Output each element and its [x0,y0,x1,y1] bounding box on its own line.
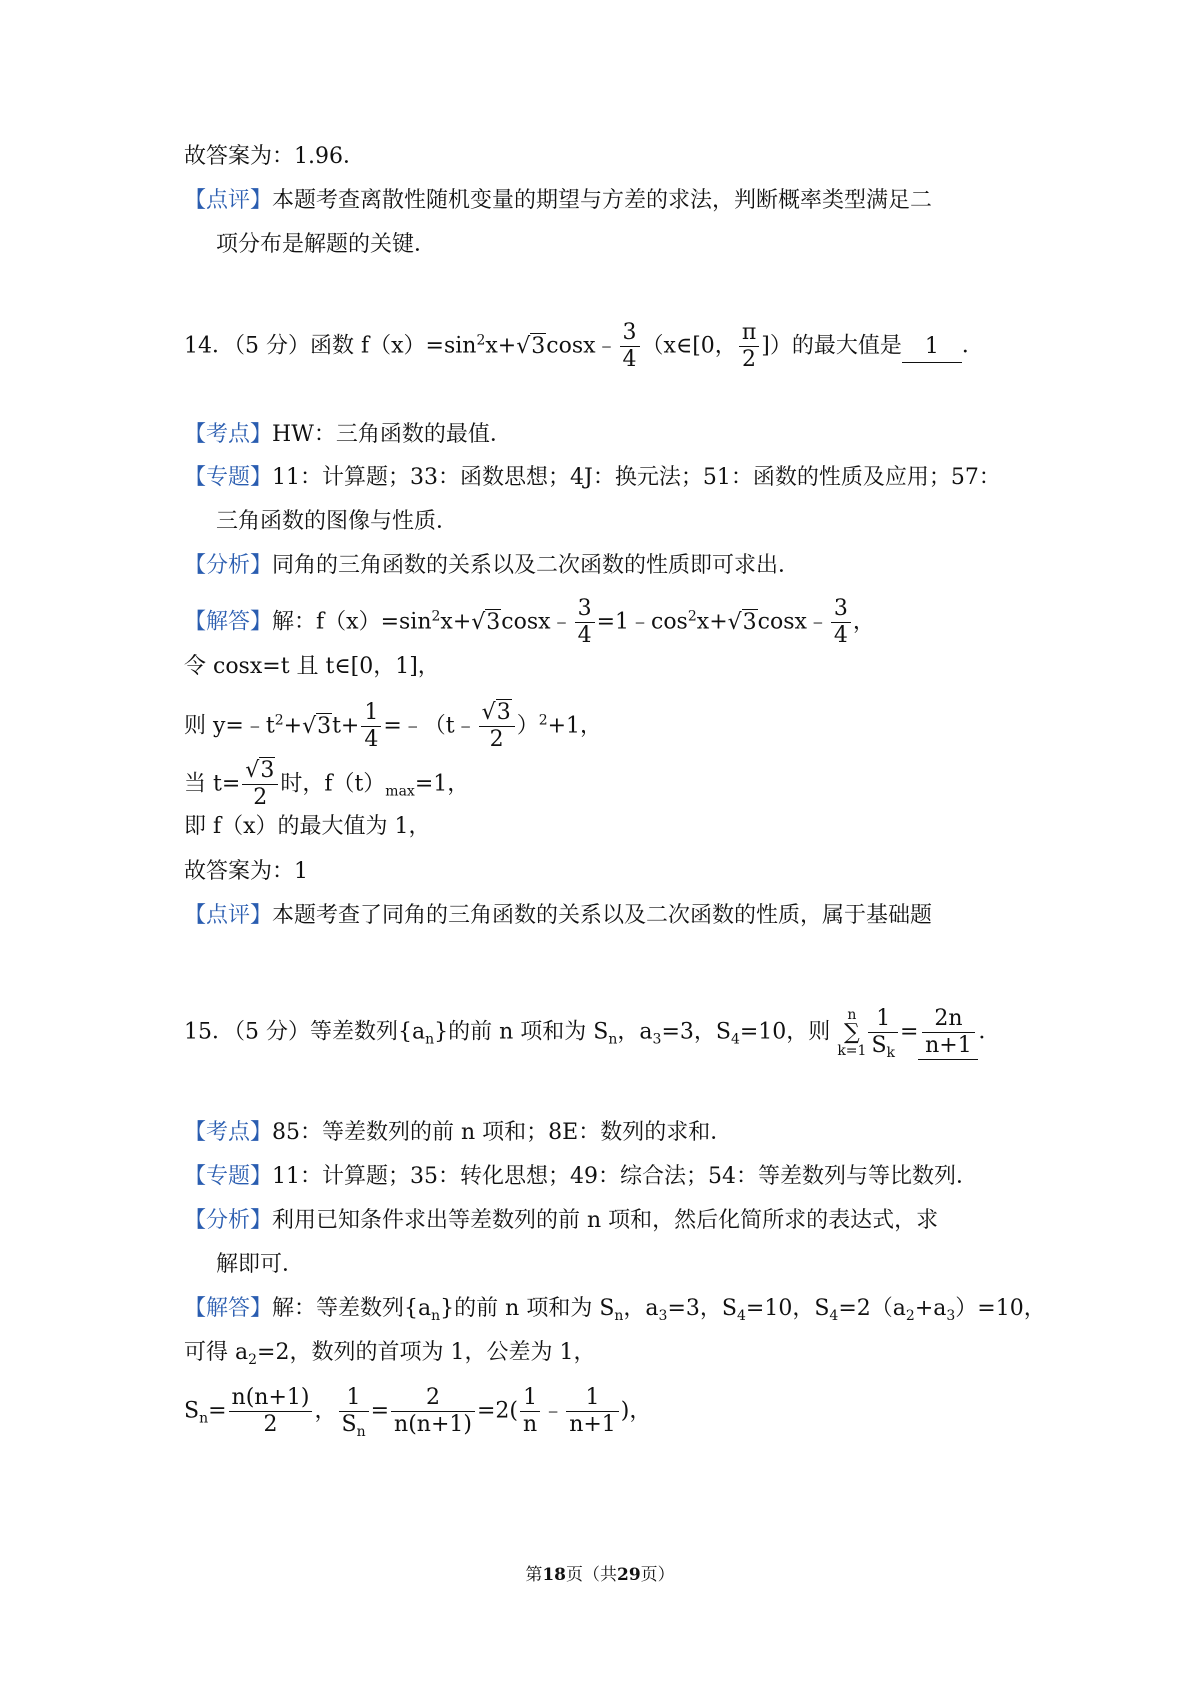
fraction-pi: $\frac{\pi}{2}$ [739,320,759,373]
q15-jieda-3: $S_n=$ $\frac{n(n+1)}{2}$ ， $\frac{1}{S_n}$ = $\frac{2}{n(n+1)}$ =2( $\frac{1}{n}$ ﹣ $\frac{1}{n+1}$ )， [184,1385,652,1440]
q15-fenxi: 【分析】利用已知条件求出等差数列的前 n 项和，然后化简所求的表达式，求 [184,1208,939,1233]
q15-fenxi-cont: 解即可． [216,1252,305,1277]
q14-kaodian: 【考点】HW：三角函数的最值． [184,422,512,447]
comment-tag: 【点评】 [184,188,273,213]
q14-stem: 14．（5 分）函数 $f(x)=\sin^2x+√3\cos x﹣$ $\frac{3}{4}$ （x∈[0， $\frac{\pi}{2}$ ]）的最大值是 1 ． [184,320,984,372]
answer-blank: $\frac{2n}{n+1}$ [918,1006,978,1060]
q14-jieda-4: 当 t= $\frac{√3}{2}$ 时，$f(t)_{max}=1$， [184,758,470,810]
prev-comment-cont: 项分布是解题的关键． [216,232,437,257]
q14-zhuanti: 【专题】11：计算题；33：函数思想；4J：换元法；51：函数的性质及应用；57： [184,465,1001,490]
q15-zhuanti: 【专题】11：计算题；35：转化思想；49：综合法；54：等差数列与等比数列． [184,1164,978,1189]
q14-jieda-1: 【解答】解：$f(x)=\sin^2x+√3\cos x﹣$ $\frac{3}{4}$ $=1﹣\cos^2x+√3\cos x﹣$ $\frac{3}{4}$ ， [184,596,875,648]
q14-jieda-6: 故答案为：1 [184,859,308,884]
q15-jieda-1: 【解答】解：等差数列$\{a_n\}$的前 n 项和为 $S_n$，$a_3=3$，$S_4=10$，$S_4=2(a_2+a_3)=10$， [184,1296,1046,1324]
prev-answer: 故答案为：1.96． [184,144,365,169]
prev-comment: 【点评】本题考查离散性随机变量的期望与方差的求法，判断概率类型满足二 [184,188,933,213]
summation: n ∑ k=1 [837,1006,867,1059]
q14-jieda-3: 则 $y=﹣t^2+√3t+$ $\frac{1}{4}$ =﹣（t﹣ $\frac{√3}{2}$ ）$^2$+1， [184,700,603,752]
q14-jieda-2: 令 cosx=t 且 t∈[0，1]， [184,654,440,679]
sqrt-3: √3 [516,333,546,359]
q15-stem: 15．（5 分）等差数列$\{a_n\}$的前 n 项和为 $S_n$，$a_3=3$，$S_4=10$，则 n ∑ k=1 $\frac{1}{S_k}$ = $\frac{2n}{n+1}$ ． [184,1006,1001,1061]
answer-blank: 1 [902,332,962,363]
q15-kaodian: 【考点】85：等差数列的前 n 项和；8E：数列的求和． [184,1120,733,1145]
fraction: $\frac{3}{4}$ [620,320,640,373]
page-footer: 第18页（共29页） [525,1565,675,1585]
q14-zhuanti-cont: 三角函数的图像与性质． [216,509,459,534]
q15-jieda-2: 可得 $a_2=2$，数列的首项为 1，公差为 1， [184,1340,596,1368]
q14-dianping: 【点评】本题考查了同角的三角函数的关系以及二次函数的性质，属于基础题 [184,903,933,928]
q14-jieda-5: 即 f（x）的最大值为 1， [184,814,431,839]
q14-fenxi: 【分析】同角的三角函数的关系以及二次函数的性质即可求出． [184,553,801,578]
